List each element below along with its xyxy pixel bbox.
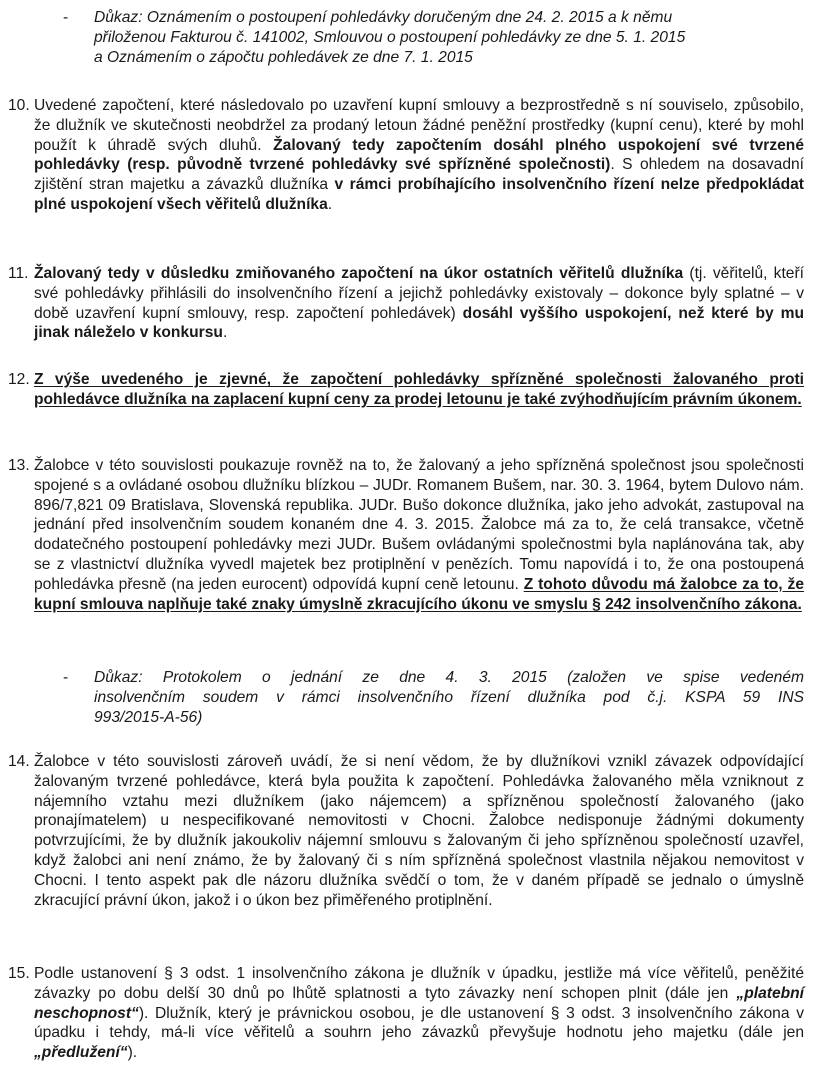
conclusion-text: Z tohoto důvodu má žalobce za to, že kupní smlouva naplňuje také znaky úmyslně zkracujícího úkonu ve smyslu § 242 insolvenčního zákona. [34,575,804,613]
text-run: Žalobce v této souvislosti poukazuje rovněž na to, že žalovaný a jeho spřízněná společnost jsou společnosti spojené s a ovládané osobou dlužníku blízkou – JUDr. Romanem Bušem, nar. 30. 3. 1964, bytem Dulovo nám. 896/7,821 09 Bratislava, Slovenská republika. JUDr. Bušo dokonce dlužníka, jako jeho advokát, zastupoval na jednání před insolvenčním soudem konaném dne 4. 3. 2015. Žalobce má za to, že celá transakce, včetně dodatečného postoupení pohledávky mezi JUDr. Bušem ovládanými společnostmi byla naplánována tak, aby se z vlastnictví dlužníka vyvedl majetek bez protiplnění v penězích. Tomu napovídá i to, že ona postoupená pohledávka přesně (na jeden eurocent) odpovídá kupní ceně letounu. [34,457,804,593]
bold-text: v rámci probíhajícího insolvenčního řízení nelze předpokládat plné uspokojení všech věřitelů dlužníka [34,176,804,213]
evidence-line: 993/2015-A-56) [94,708,203,726]
bold-text: dosáhl vyššího uspokojení, než které by mu jinak náleželo v konkursu [34,304,804,342]
text-run: Podle ustanovení § 3 odst. 1 insolvenčního zákona je dlužník v úpadku, jestliže má více věřitelů, peněžité závazky po dobu delší 30 dnů po lhůtě splatnosti a tyto závazky není schopen plnit (dále jen [34,965,804,1002]
text-run: ). [127,1044,138,1062]
text-run: (tj. věřitelů, kteří své pohledávky přihlásili do insolvenčního řízení a jejichž pohledávky existovaly – dokonce byly splatné – v době uzavření kupní smlouvy, resp. započtení pohledávek) [34,265,804,322]
text-run: . S ohledem na dosavadní zjištění stran majetku a závazků dlužníka [34,156,804,194]
evidence-line: a Oznámením o zápočtu pohledávek ze dne 7. 1. 2015 [94,48,473,66]
paragraph-text [34,456,804,614]
evidence-line: insolvenčním soudem v rámci insolvenčního řízení dlužníka pod č.j. KSPA 59 INS [94,688,804,706]
evidence-text [94,8,804,67]
paragraph-text [34,96,804,215]
bold-text: Žalovaný tedy v důsledku zmiňovaného započtení na úkor ostatních věřitelů dlužníka [34,265,684,282]
evidence-dash: - [63,669,69,686]
evidence-dash: - [63,9,69,26]
text-run: Uvedené započtení, které následovalo po uzavření kupní smlouvy a bezprostředně s ní souviselo, způsobilo, že dlužník ve skutečnosti neobdržel za prodaný letoun žádné peněžní prostředky (kupní cenu), které by mohl použít k úhradě svých dluhů. [34,97,804,154]
paragraph-text: Z výše uvedeného je zjevné, že započtení pohledávky spřízněné společnosti žalovaného proti pohledávce dlužníka na zaplacení kupní ceny za prodej letounu je také zvýhodňujícím právním úkonem. [34,371,804,408]
bold-text: Žalovaný tedy započtením dosáhl plného uspokojení své tvrzené pohledávky (resp. původně tvrzené pohledávky své spřízněné společnosti) [34,136,805,174]
paragraph-text [34,964,804,1063]
paragraph-number: 10. [8,97,30,114]
paragraph-number: 12. [8,371,30,388]
text-run: ). Dlužník, který je právnickou osobou, je dle ustanovení § 3 odst. 3 insolvenčního zákona v úpadku i tehdy, má-li více věřitelů a souhrn jeho závazků převyšuje hodnotu jeho majetku (dále jen [34,1004,804,1042]
evidence-line: Důkaz: Protokolem o jednání ze dne 4. 3. 2015 (založen ve spise vedeném [94,669,804,686]
text-run: . [327,195,333,213]
text-run: . [222,324,228,342]
evidence-text [94,668,804,727]
paragraph-number: 13. [8,457,30,474]
paragraph-number: 11. [8,265,29,282]
paragraph-number: 14. [8,753,30,770]
defined-term: „platební neschopnost“ [34,984,804,1022]
paragraph-number: 15. [8,965,30,982]
paragraph-text [34,264,804,343]
evidence-line: Důkaz: Oznámením o postoupení pohledávky doručeným dne 24. 2. 2015 a k němu [94,9,673,26]
paragraph-text: Žalobce v této souvislosti zároveň uvádí, že si není vědom, že by dlužníkovi vznikl závazek odpovídající žalovaným tvrzené pohledávce, která byla použita k započtení. Pohledávka žalovaného měla vzniknout z nájemního vztahu mezi dlužníkem (jako nájemcem) a spřízněnou společností žalovaného (jako pronajímatelem) u nespecifikované nemovitosti v Chocni. Žalobce nedisponuje žádnými dokumenty potvrzujícími, že by dlužník jakoukoliv nájemní smlouvu s žalovaným či jeho spřízněnou společností uzavřel, když žalobci ani není známo, že by žalovaný či s ním spřízněná společnost vlastnila nějakou nemovitost v Chocni. I tento aspekt pak dle názoru dlužníka svědčí o tom, že v daném případě se jednalo o úmyslně zkracující právní úkon, jakož i o úkon bez přiměřeného protiplnění. [34,753,804,909]
evidence-line: přiloženou Fakturou č. 141002, Smlouvou o postoupení pohledávky ze dne 5. 1. 2015 [94,28,686,46]
defined-term: „předlužení“ [34,1044,128,1062]
